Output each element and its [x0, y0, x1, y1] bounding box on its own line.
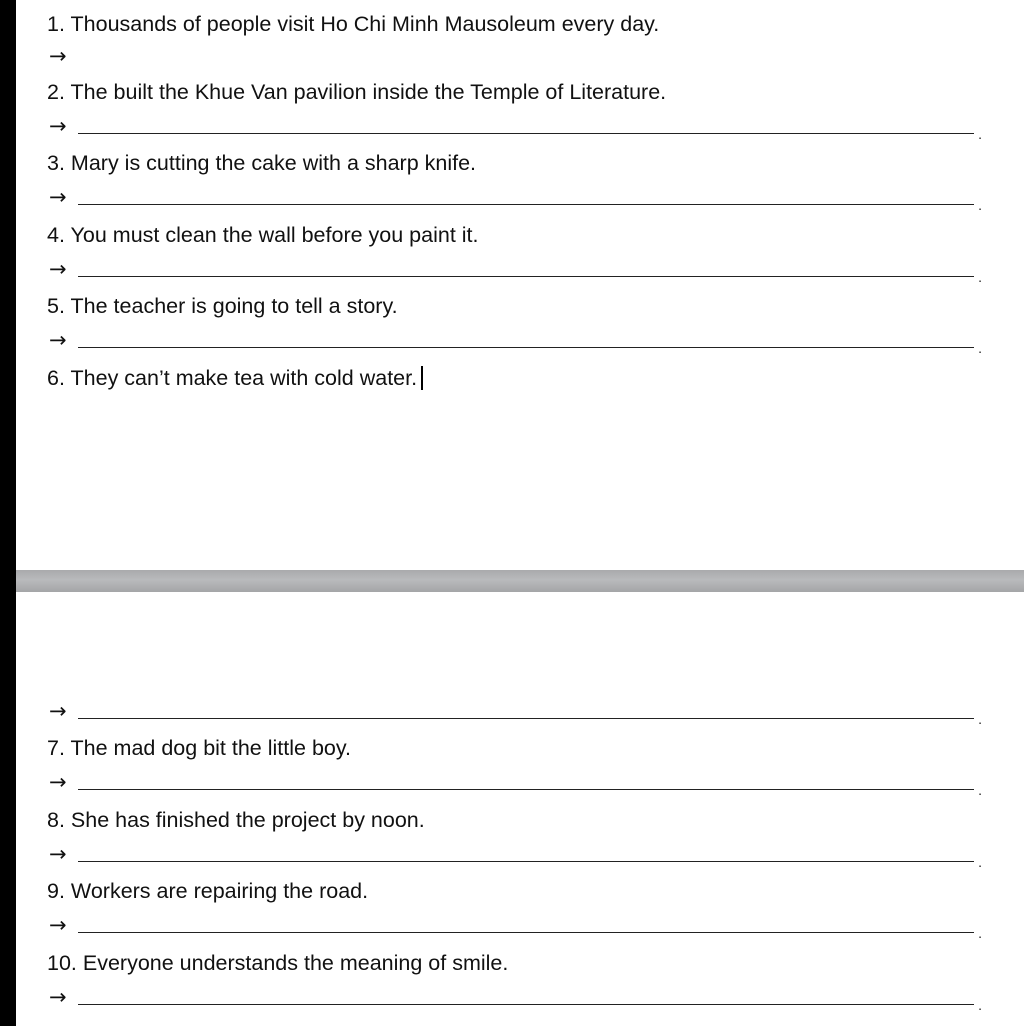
arrow-icon: → [49, 185, 67, 209]
question-number: 1. [47, 12, 65, 36]
period: . [978, 782, 982, 798]
arrow-icon: → [49, 44, 67, 68]
answer-line-9[interactable] [47, 910, 982, 940]
question-text: Workers are repairing the road. [70, 879, 369, 903]
text-cursor [421, 366, 423, 390]
question-number: 4. [47, 223, 65, 247]
arrow-icon: → [49, 699, 67, 723]
answer-line-4[interactable] [47, 254, 982, 284]
answer-line-3[interactable] [47, 182, 982, 212]
question-number: 7. [47, 736, 65, 760]
question-9 [47, 876, 368, 906]
arrow-icon: → [49, 985, 67, 1009]
answer-line-7[interactable] [47, 767, 982, 797]
question-number: 3. [47, 151, 65, 175]
period: . [978, 925, 982, 941]
question-text: Everyone understands the meaning of smile. [82, 951, 509, 975]
question-number: 2. [47, 80, 65, 104]
arrow-icon: → [49, 328, 67, 352]
arrow-icon: → [49, 257, 67, 281]
arrow-icon: → [49, 770, 67, 794]
question-number: 10. [47, 951, 77, 975]
period: . [978, 126, 982, 142]
question-text: The built the Khue Van pavilion inside the Temple of Literature. [70, 80, 667, 104]
question-text: Mary is cutting the cake with a sharp knife. [70, 151, 477, 175]
question-text: The teacher is going to tell a story. [70, 294, 398, 318]
answer-blank[interactable] [78, 204, 974, 205]
question-number: 9. [47, 879, 65, 903]
question-text: You must clean the wall before you paint it. [70, 223, 479, 247]
period: . [978, 340, 982, 356]
question-text: She has finished the project by noon. [70, 808, 425, 832]
worksheet-page-bottom [16, 592, 1024, 1026]
arrow-icon: → [49, 913, 67, 937]
page-separator [16, 570, 1024, 592]
question-6 [47, 363, 423, 393]
question-8 [47, 805, 425, 835]
answer-line-2[interactable] [47, 111, 982, 141]
period: . [978, 854, 982, 870]
question-number: 6. [47, 366, 65, 390]
question-number: 8. [47, 808, 65, 832]
answer-blank[interactable] [78, 276, 974, 277]
question-text: The mad dog bit the little boy. [70, 736, 351, 760]
period: . [978, 269, 982, 285]
answer-line-6[interactable] [47, 696, 982, 726]
question-1 [47, 9, 659, 39]
question-text: Thousands of people visit Ho Chi Minh Mausoleum every day. [70, 12, 660, 36]
question-text: They can’t make tea with cold water. [70, 366, 418, 390]
question-10 [47, 948, 508, 978]
answer-blank[interactable] [78, 133, 974, 134]
period: . [978, 997, 982, 1013]
answer-blank[interactable] [78, 1004, 974, 1005]
answer-blank[interactable] [78, 932, 974, 933]
arrow-icon: → [49, 114, 67, 138]
question-7 [47, 733, 351, 763]
answer-blank[interactable] [78, 861, 974, 862]
period: . [978, 197, 982, 213]
worksheet-page-top [16, 0, 1024, 570]
answer-line-8[interactable] [47, 839, 982, 869]
question-3 [47, 148, 476, 178]
question-2 [47, 77, 666, 107]
question-4 [47, 220, 479, 250]
answer-line-1[interactable] [47, 41, 982, 71]
question-number: 5. [47, 294, 65, 318]
period: . [978, 711, 982, 727]
answer-blank[interactable] [78, 347, 974, 348]
answer-line-10[interactable] [47, 982, 982, 1012]
arrow-icon: → [49, 842, 67, 866]
answer-line-5[interactable] [47, 325, 982, 355]
answer-blank[interactable] [78, 789, 974, 790]
question-5 [47, 291, 398, 321]
answer-blank[interactable] [78, 718, 974, 719]
